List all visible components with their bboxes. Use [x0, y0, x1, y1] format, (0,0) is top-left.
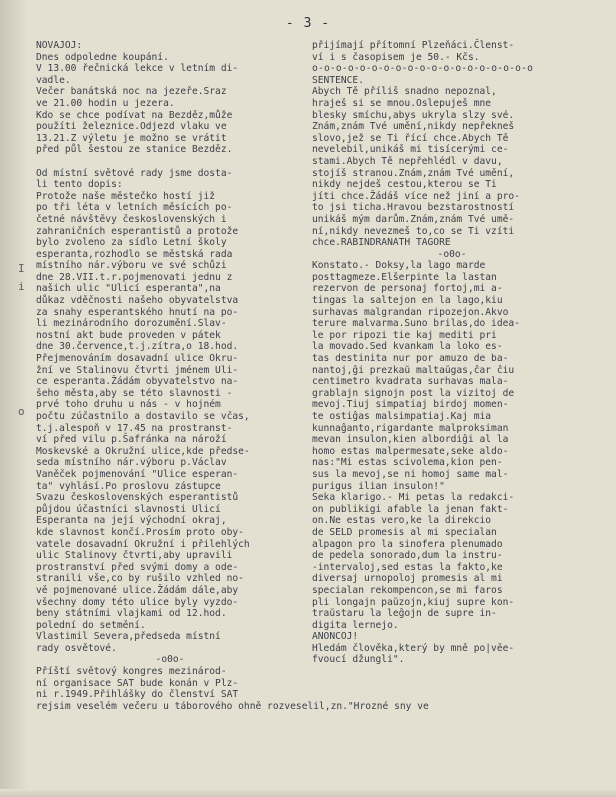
text-line: nevelebil,unikáš mi tisícerými ce-: [312, 144, 509, 156]
text-line: mevan insulon,kien albordiĝi al la: [312, 434, 509, 446]
text-line: prostranství před svými domy a ode-: [36, 561, 239, 573]
text-line: ví před vilu p.Šafránka na nároží: [36, 434, 227, 446]
text-line: kde slavnost končí.Prosím proto oby-: [36, 526, 244, 538]
text-line: dne 28.VII.t.r.pojmenovati jednu z: [36, 271, 233, 283]
text-line: jíti chce.Žádáš více než jiní a pro-: [312, 190, 520, 202]
margin-mark-3: o: [18, 405, 25, 418]
sentence-heading: SENTENCE.: [312, 74, 364, 86]
text-line: traŭstaru la leĝojn de supre in-: [312, 608, 497, 620]
margin-mark-2: i: [18, 280, 25, 293]
text-line: seda místního nár.výboru p.Václav: [36, 457, 227, 469]
text-line: přijímají přítomní Plzeňáci.Členst-: [312, 40, 515, 51]
text-line: tingas la saltejon en la lago,kiu: [312, 295, 503, 307]
section-ruler: o-o-o-o-o-o-o-o-o-o-o-o-o-o-o-o-o-o-o: [312, 63, 534, 75]
text-line: on.Ne estas vero,ke la direkcio: [312, 515, 492, 527]
text-line: kunnaĝanto,rigardante malproksiman: [312, 422, 509, 434]
text-line: ve 21.00 hodin u jezera.: [36, 97, 175, 109]
membership-note: [312, 40, 592, 63]
text-line: nostní akt bude proveden v pátek: [36, 329, 221, 341]
text-line: la movado.Sed kvankam la loko es-: [312, 341, 503, 353]
text-line: homo estas malpermesate,seke aldo-: [312, 445, 509, 457]
text-line: 13.21.Z výletu je možno se vrátit: [36, 132, 227, 144]
text-line: Kdo se chce podívat na Bezděz,může: [36, 109, 233, 121]
text-line: mevoj.Tiuj simpatiaj birdoj momen-: [312, 399, 509, 411]
text-line: rezervon de personaj fortoj,mi a-: [312, 283, 503, 295]
text-line: grablajn signojn post la vizitoj de: [312, 387, 515, 399]
text-line: ni r.1949.Přihlášky do členství SAT: [36, 689, 239, 701]
text-line: sus la mevoj,se ni homoj same mal-: [312, 468, 509, 480]
right-column: [312, 40, 592, 666]
text-line: diversaj urnopoloj promesis al mi: [312, 573, 503, 585]
text-line: purigus ilian insulon!": [312, 480, 445, 492]
text-line: unikáš mým darům.Znám,znám Tvé umě-: [312, 213, 515, 225]
text-line: posttagmeze.Elšerpinte la lastan: [312, 271, 497, 283]
text-line: za snahy esperantského hnutí na po-: [36, 306, 239, 318]
text-line: zahraničních esperantistů a protože: [36, 225, 239, 237]
news-body: [36, 52, 304, 655]
text-line: fvoucí džungli".: [312, 654, 405, 666]
text-line: ce esperanta.Žádám obyvatelstvo na-: [36, 376, 239, 388]
text-line: [36, 156, 304, 168]
text-line: Večer banátská noc na jezeře.Sraz: [36, 86, 227, 98]
text-line: rejsim veselém večeru u táborového ohně rozveselil,zn."Hrozné sny ve: [36, 700, 429, 712]
esperanto-body: [312, 260, 592, 631]
text-line: li tento dopis:: [36, 179, 123, 191]
text-line: ní,nikdy nevezmeš to,co se Ti vzíti: [312, 225, 515, 237]
text-line: Příští světový kongres mezinárod-: [36, 666, 227, 678]
text-line: rady osvětové.: [36, 642, 117, 654]
text-line: Svazu československých esperantistů: [36, 492, 239, 504]
text-line: Dnes odpoledne koupání.: [36, 51, 169, 63]
text-line: le por ripozi tie kaj mediti pri: [312, 329, 497, 341]
text-line: vatele dosavadní Okružní i přilehlých: [36, 538, 250, 550]
text-line: alpagon pro la sinofera plenumado: [312, 538, 503, 550]
text-line: chce.RABINDRANATH TAGORE: [312, 237, 451, 249]
text-line: ta" vyhlásí.Po proslovu zástupce: [36, 480, 221, 492]
text-line: to jsi ticha.Hravou bezstarostností: [312, 202, 515, 214]
text-line: pli longajn paŭzojn,kiuj supre kon-: [312, 596, 515, 608]
text-line: Od místní světové rady jsme dosta-: [36, 167, 233, 179]
text-line: Seka klarigo.- Mi petas la redakci-: [312, 492, 515, 504]
text-line: místního nár.výboru ve své schůzi: [36, 260, 227, 272]
text-line: Znám,znám Tvé umění,nikdy nepřekneš: [312, 121, 515, 133]
text-line: Přejmenováním dosavadní ulice Okru-: [36, 353, 239, 365]
text-line: vě pojmenované ulice.Žádám dále,aby: [36, 584, 239, 596]
text-line: Esperanta na její východní okraj,: [36, 515, 227, 527]
text-line: Konstato.- Doksy,la lago marde: [312, 260, 486, 272]
text-line: polední do setmění.: [36, 619, 146, 631]
text-line: te ostiĝas malsimpatiaj.Kaj mia: [312, 411, 492, 422]
text-line: Moskevské a Okružní ulice,kde předse-: [36, 445, 250, 457]
text-line: ví i s časopisem je 50.- Kčs.: [312, 51, 480, 63]
announcements-heading: ANONCOJ!: [312, 631, 359, 643]
text-line: hraješ si se mnou.Oslepuješ mne: [312, 97, 492, 109]
text-line: de pedela sonorado,dum la instru-: [312, 550, 503, 562]
text-line: stranili vše,co by rušilo vzhled no-: [36, 573, 244, 585]
page-bottom-edge: [0, 789, 616, 797]
text-line: on publikigi afable la jenan fakt-: [312, 503, 509, 515]
text-line: slovo,jež se Ti řící chce.Abych Tě: [312, 132, 509, 144]
text-line: V 13.00 řečnická lekce v letním di-: [36, 63, 239, 75]
text-line: nantoj,ĝi prezkaŭ maltaŭgas,ĉar ĉiu: [312, 364, 515, 376]
text-line: ulic Stalinovy čtvrti,aby upravili: [36, 550, 233, 562]
text-line: terure malvarma.Suno brilas,do idea-: [312, 318, 520, 330]
text-line: před půl šestou ze stanice Bezděz.: [36, 144, 233, 156]
text-line: dne 30.července,t.j.zítra,o 18.hod.: [36, 341, 239, 353]
text-line: Protože naše městečko hostí již: [36, 190, 216, 202]
text-line: počtu zúčastnilo a dostavilo se včas,: [36, 411, 250, 422]
right-separator: -o0o-: [437, 248, 467, 260]
text-line: bylo zvoleno za sídlo Letní školy: [36, 237, 227, 249]
text-line: šeho města,aby se této slavnosti -: [36, 387, 233, 399]
congress-notice: [36, 666, 429, 712]
text-line: Abych Tě příliš snadno nepoznal,: [312, 86, 497, 98]
sentence-body: [312, 86, 592, 248]
text-line: vadle.: [36, 74, 71, 86]
announcements-body: [312, 643, 592, 666]
text-line: našich ulic "Ulicí esperanta",na: [36, 283, 221, 295]
text-line: prvé toho druhu u nás - v hojném: [36, 399, 221, 411]
text-line: ní organisace SAT bude konán v Plz-: [36, 677, 239, 689]
text-line: specialan rekompencon,se mi faros: [312, 584, 503, 596]
text-line: beny státními vlajkami od 12.hod.: [36, 608, 227, 620]
text-line: centimetro kvadrata surhavas mala-: [312, 376, 509, 388]
text-line: esperanta,rozhodlo se městská rada: [36, 248, 233, 260]
text-line: Vlastimil Severa,předseda místní: [36, 631, 221, 643]
page-number: - 3 -: [285, 16, 331, 31]
text-line: t.j.alespoň v 17.45 na prostranst-: [36, 422, 233, 434]
text-line: nikdy nejdeš cestou,kterou se Ti: [312, 179, 497, 191]
text-line: žní ve Stalinovu čtvrti jménem Uli-: [36, 364, 239, 376]
page-fold-shadow: [0, 0, 28, 797]
margin-mark-1: I: [18, 262, 25, 275]
text-line: surhavas malgrandan ripozejon.Akvo: [312, 306, 509, 318]
text-line: -intervaloj,sed estas la fakto,ke: [312, 561, 503, 573]
text-line: stojíš stranou.Znám,znám Tvé umění,: [312, 167, 515, 179]
left-separator: -o0o-: [155, 654, 185, 666]
text-line: všechny domy této ulice byly vyzdo-: [36, 596, 239, 608]
text-line: Vaněček pojmenování "Ulice esperan-: [36, 468, 239, 480]
text-line: použíti železnice.Odjezd vlaku ve: [36, 121, 227, 133]
text-line: půjdou účastníci slavnosti Ulicí: [36, 503, 221, 515]
text-line: stami.Abych Tě nepřehlédl v davu,: [312, 155, 503, 167]
text-line: nas:"Mi estas scivolema,kion pen-: [312, 457, 503, 469]
text-line: Hledám člověka,který by mně po|věe-: [312, 642, 515, 654]
news-heading: NOVAJOJ:: [36, 40, 83, 51]
text-line: li mezinárodního dorozumění.Slav-: [36, 318, 227, 330]
text-line: důkaz vděčnosti našeho obyvatelstva: [36, 295, 239, 307]
text-line: tas destinita nur por amuzo de ba-: [312, 353, 509, 365]
text-line: po tři léta v letních měsících po-: [36, 202, 233, 214]
text-line: de SELD promesis al mi specialan: [312, 526, 497, 538]
text-line: digita lernejo.: [312, 619, 399, 631]
text-line: blesky smíchu,abys ukryla slzy své.: [312, 109, 515, 121]
text-line: četné návštěvy československých i: [36, 213, 227, 225]
